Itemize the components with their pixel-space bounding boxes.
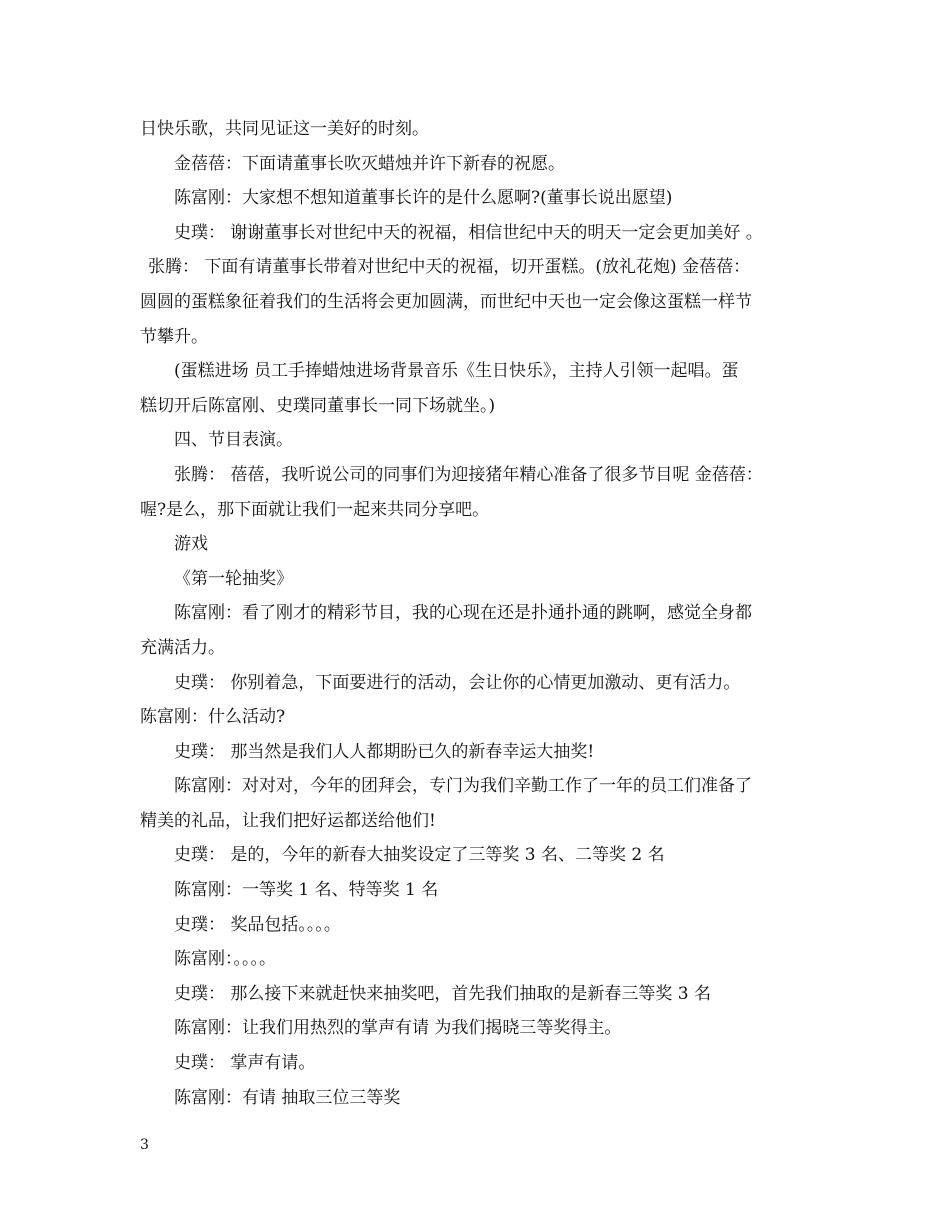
text-line: 圆圆的蛋糕象征着我们的生活将会更加圆满，而世纪中天也一定会像这蛋糕一样节 [140, 291, 752, 312]
text-line: 《第一轮抽奖》 [174, 568, 293, 589]
text-line: 陈富刚：什么活动? [140, 707, 286, 728]
text-line: 糕切开后陈富刚、史璞同董事长一同下场就坐。) [140, 395, 496, 416]
text-line: 陈富刚：让我们用热烈的掌声有请 为我们揭晓三等奖得主。 [174, 1018, 622, 1039]
text-line: (蛋糕进场 员工手捧蜡烛进场背景音乐《生日快乐》，主持人引领一起唱。蛋 [174, 361, 739, 382]
text-line: 日快乐歌，共同见证这一美好的时刻。 [140, 119, 429, 139]
text-line: 金蓓蓓：下面请董事长吹灭蜡烛并许下新春的祝愿。 [174, 153, 565, 174]
text-line: 史璞： 你别着急，下面要进行的活动，会让你的心情更加激动、更有活力。 [174, 672, 741, 693]
text-line: 陈富刚：一等奖 1 名、特等奖 1 名 [174, 880, 439, 901]
text-line: 精美的礼品，让我们把好运都送给他们! [140, 810, 436, 831]
page-number: 3 [140, 1137, 149, 1153]
text-line: 陈富刚：有请 抽取三位三等奖 [174, 1087, 401, 1108]
text-line: 喔?是么，那下面就让我们一起来共同分享吧。 [140, 499, 490, 520]
text-line: 史璞： 奖品包括。。。。 [174, 914, 341, 935]
text-line: 游戏 [174, 534, 208, 555]
text-line: 陈富刚：对对对，今年的团拜会，专门为我们辛勤工作了一年的员工们准备了 [174, 776, 752, 797]
text-line: 张腾： 蓓蓓，我听说公司的同事们为迎接猪年精心准备了很多节目呢 金蓓蓓： [174, 464, 763, 485]
text-line: 节攀升。 [140, 326, 208, 347]
text-line: 史璞： 那当然是我们人人都期盼已久的新春幸运大抽奖! [174, 741, 595, 762]
text-line: 四、节目表演。 [174, 430, 293, 451]
text-line: 张腾： 下面有请董事长带着对世纪中天的祝福，切开蛋糕。(放礼花炮) 金蓓蓓： [148, 257, 751, 278]
text-line: 充满活力。 [140, 637, 225, 658]
text-line: 史璞： 那么接下来就赶快来抽奖吧，首先我们抽取的是新春三等奖 3 名 [174, 983, 712, 1004]
text-line: 陈富刚：。。。。 [174, 949, 276, 970]
text-line: 史璞： 是的，今年的新春大抽奖设定了三等奖 3 名、二等奖 2 名 [174, 845, 665, 866]
text-line: 陈富刚：看了刚才的精彩节目，我的心现在还是扑通扑通的跳啊，感觉全身都 [174, 603, 752, 624]
document-body [140, 112, 820, 1115]
text-line: 陈富刚：大家想不想知道董事长许的是什么愿啊?(董事长说出愿望) [174, 188, 673, 209]
text-line: 史璞： 谢谢董事长对世纪中天的祝福，相信世纪中天的明天一定会更加美好 。 [174, 222, 763, 243]
text-line: 史璞： 掌声有请。 [174, 1053, 316, 1074]
